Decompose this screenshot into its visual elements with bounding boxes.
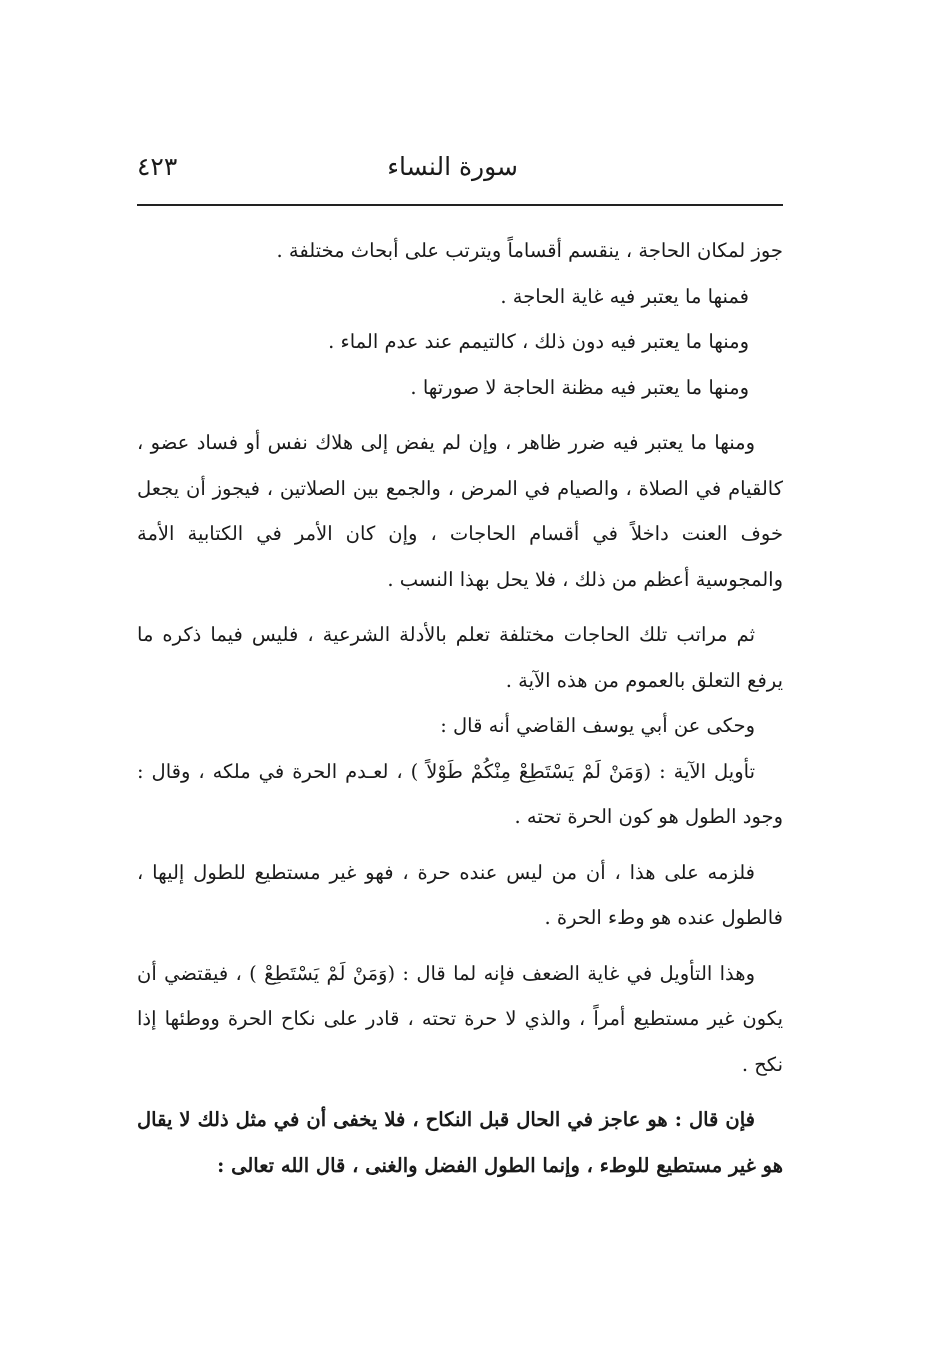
paragraph-quran-quote: وهذا التأويل في غاية الضعف فإنه لما قال : (وَمَنْ لَمْ يَسْتَطِعْ ) ، فيقتضي أن يكون غير مستطيع أمراً ، والذي لا حرة تحته ، قادر على نكاح الحرة ووطئها إذا نكح . [137, 961, 783, 1076]
running-title: سورة النساء [387, 152, 518, 181]
paragraph: فلزمه على هذا ، أن من ليس عنده حرة ، فهو غير مستطيع للطول إليها ، فالطول عنده هو وطء الحرة . [137, 860, 783, 929]
paragraph-continuation: جوز لمكان الحاجة ، ينقسم أقساماً ويترتب على أبحاث مختلفة . [276, 239, 783, 262]
page-header [137, 140, 783, 200]
page-body [137, 228, 783, 1188]
header-divider [137, 204, 783, 206]
paragraph-list-item: فمنها ما يعتبر فيه غاية الحاجة . [500, 284, 749, 308]
paragraph-quran-quote: تأويل الآية : (وَمَنْ لَمْ يَسْتَطِعْ مِنْكُمْ طَوْلاً ) ، لعـدم الحرة في ملكه ، وقال : وجود الطول هو كون الحرة تحته . [137, 759, 783, 828]
paragraph: وحكى عن أبي يوسف القاضي أنه قال : [440, 714, 755, 737]
paragraph: ومنها ما يعتبر فيه ضرر ظاهر ، وإن لم يفض إلى هلاك نفس أو فساد عضو ، كالقيام في الصلاة ، والصيام في المرض ، والجمع بين الصلاتين ، فيجوز أن يجعل خوف العنت داخلاً في أقسام الحاجات ، وإن كان الأمر في الكتابية الأمة والمجوسية أعظم من ذلك ، فلا يحل بهذا النسب . [137, 431, 783, 591]
paragraph-list-item: ومنها ما يعتبر فيه مظنة الحاجة لا صورتها . [410, 375, 749, 399]
page-number: ٤٢٣ [137, 152, 178, 181]
paragraph: فإن قال : هو عاجز في الحال قبل النكاح ، فلا يخفى أن في مثل ذلك لا يقال هو غير مستطيع للوطء ، وإنما الطول الفضل والغنى ، قال الله تعالى : [137, 1108, 783, 1177]
paragraph-list-item: ومنها ما يعتبر فيه دون ذلك ، كالتيمم عند عدم الماء . [328, 330, 749, 353]
paragraph: ثم مراتب تلك الحاجات مختلفة تعلم بالأدلة الشرعية ، فليس فيما ذكره ما يرفع التعلق بالعموم من هذه الآية . [137, 623, 783, 692]
